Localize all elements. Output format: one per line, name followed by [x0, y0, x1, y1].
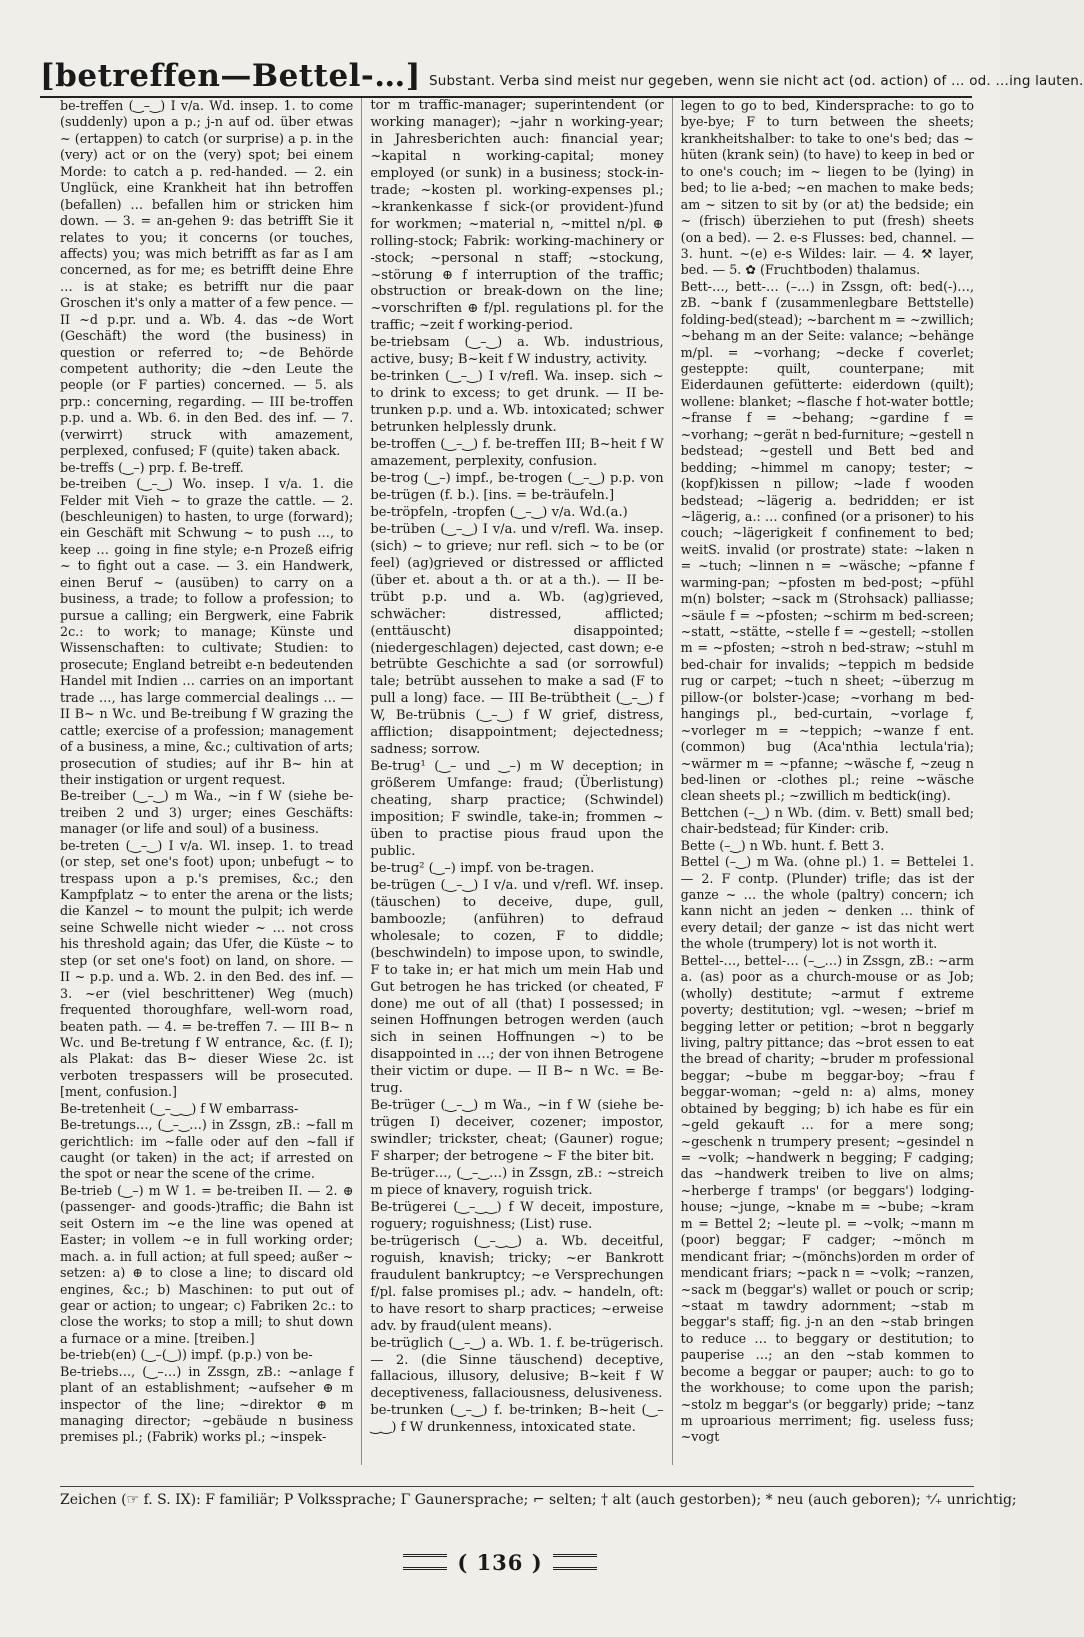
entry: be-treffen (‿–‿) I v/a. Wd. insep. 1. to come (suddenly) upon a p.; j-n auf od. über etwas ~ (ertappen) to catch (or surprise) a p. in the (very) act or on the (very) spot; bei einem Morde: to catch a p. red-handed. — 2. ein Unglück, eine Krankheit hat ihn betroffen (befallen) … befallen him or stricken him down. — 3. = an-gehen 9: das betrifft Sie it relates to you; it concerns (or touches, affects) you; was mich betrifft as far as I am concerned, as for me; es betrifft deine Ehre … is at stake; es betrifft nur die paar Groschen it's only a matter of a few pence. — II ~d p.pr. und a. Wb. 4. das ~de Wort (Geschäft) the word (the business) in question or referred to; ~de Behörde competent authority; die ~den Leute the people (or F parties) concerned. — 5. als prp.: concerning, regarding. — III be-troffen p.p. und a. Wb. 6. in den Bed. des inf. — 7. (verwirrt) struck with amazement, perplexed, confused; F (quite) taken aback. [60, 98, 354, 459]
entry: be-treten (‿–‿) I v/a. Wl. insep. 1. to tread (or step, set one's foot) upon; unbefugt ~ to trespass upon a p.'s premises, &c.; den Kampfplatz ~ to enter the arena or the lists; die Kanzel ~ to mount the pulpit; ich werde seine Schwelle nicht wieder ~ … not cross his threshold again; das Ufer, die Küste ~ to step (or set one's foot) on land, on shore. — II ~ p.p. und a. Wb. 2. in den Bed. des inf. — 3. ~er (viel beschrittener) Weg (much) frequented thoroughfare, well-worn road, beaten path. — 4. = be-treffen 7. — III B~ n Wc. und Be-tretung f W entrance, &c. (f. I); als Plakat: das B~ dieser Wiese 2c. ist verboten trespassers will be prosecuted. [ment, confusion.] [60, 837, 354, 1100]
entry: be-trüben (‿–‿) I v/a. und v/refl. Wa. insep. (sich) ~ to grieve; nur refl. sich ~ to be (or feel) (ag)grieved or distressed or afflicted (über et. about a th. or at a th.). — II be-trübt p.p. und a. Wb. (ag)grieved, schwächer: distressed, afflicted; (enttäuscht) disappointed; (niedergeschlagen) dejected, cast down; e-e betrübte Geschichte a sad (or sorrowful) tale; betrübt aussehen to make a sad (F to pull a long) face. — III Be-trübtheit (‿–‿) f W, Be-trübnis (‿–‿) f W grief, distress, affliction; disappointment; dejectedness; sadness; sorrow. [370, 521, 664, 758]
entry: Be-trüger…, (‿–‿…) in Zssgn, zB.: ~streich m piece of knavery, roguish trick. [370, 1166, 664, 1198]
entry: be-trug² (‿–) impf. von be-tragen. [370, 860, 595, 876]
entry: Be-triebs…, (‿–…) in Zssgn, zB.: ~anlage f plant of an establishment; ~aufseher ⊕ m inspector of the line; ~direktor ⊕ m managing director; ~gebäude n business premises pl.; (Fabrik) works pl.; ~inspek- [60, 1363, 354, 1445]
entry: Be-tretenheit (‿–‿‿) f W embarrass- [60, 1100, 299, 1116]
column-1 [60, 98, 353, 1465]
entry: legen to go to bed, Kindersprache: to go to bye-bye; F to turn between the sheets; krankheitshalber: to take to one's bed; das ~ hüten (krank sein) (to have) to keep in bed or to one's couch; im ~ liegen to be (lying) in bed; to lie a-bed; ~en machen to make beds; am ~ sitzen to sit by (or at) the bedside; ein ~ (frisch) überziehen to put (fresh) sheets (on a bed). — 2. e-s Flusses: bed, channel. — 3. hunt. ~(e) e-s Wildes: lair. — 4. ⚒ layer, bed. — 5. ✿ (Fruchtboden) thalamus. [680, 98, 974, 278]
entry: Bett-…, bett-… (–…) in Zssgn, oft: bed(-)…, zB. ~bank f (zusammenlegbare Bettstelle) folding-bed(stead); ~barchent m = ~zwillich; ~behang m an der Seite: valance; ~behänge m/pl. = ~vorhang; ~decke f coverlet; gesteppte: quilt, counterpane; mit Eiderdaunen gefütterte: eiderdown (quilt); wollene: blanket; ~flasche f hot-water bottle; ~franse f = ~behang; ~gardine f = ~vorhang; ~gerät n bed-furniture; ~gestell n bedstead; ~gestell und Bett bed and bedding; ~himmel m canopy; tester; ~(kopf)kissen n pillow; ~lade f wooden bedstead; ~lägerig a. bedridden; er ist ~lägerig, a.: … confined (or a prisoner) to his couch; ~lägerigkeit f confinement to bed; weitS. invalid (or prostrate) state: ~laken n = ~tuch; ~linnen n = ~wäsche; ~pfanne f warming-pan; ~pfosten m bed-post; ~pfühl m(n) bolster; ~sack m (Strohsack) palliasse; ~säule f = ~pfosten; ~schirm m bed-screen; ~statt, ~stätte, ~stelle f = ~gestell; ~stollen m = ~pfosten; ~stroh n bed-straw; ~stuhl m bed-chair for invalids; ~teppich m bedside rug or carpet; ~tuch n sheet; ~überzug m pillow-(or bolster-)case; ~vorhang m bed-hangings pl., bed-curtain, ~vorlage f, ~vorleger m = ~teppich; ~wanze f ent. (common) bug (Aca'nthia lectula'ria); ~wärmer m = ~pfanne; ~wäsche f, ~zeug n bed-linen or -clothes pl.; reine ~wäsche clean sheets pl.; ~zwillich m bedtick(ing). [680, 278, 974, 804]
entry: Be-trieb (‿–) m W 1. = be-treiben II. — 2. ⊕ (passenger- and goods-)traffic; die Bahn ist seit Ostern im ~e the line was opened at Easter; in vollem ~e in full working order; mach. a. in full action; at full speed; außer ~ setzen: a) ⊕ to close a line; to discard old engines, &c.; b) Maschinen: to put out of gear or action; to ungear; c) Fabriken 2c.: to close the works; to stop a mill; to shut down a furnace or a mine. [treiben.] [60, 1182, 354, 1346]
entry: Bettel-…, bettel-… (–‿…) in Zssgn, zB.: ~arm a. (as) poor as a church-mouse or as Job; (wholly) destitute; ~armut f extreme poverty; destitution; vgl. ~wesen; ~brief m begging letter or petition; ~brot n beggarly living, paltry pittance; das ~brot essen to eat the bread of charity; ~bruder m professional beggar; ~bube m beggar-boy; ~frau f beggar-woman; ~geld n: a) alms, money obtained by begging; b) ich habe es für ein ~geld gekauft … for a mere song; ~geschenk n trumpery present; ~gesindel n = ~volk; ~handwerk n begging; F cadging; das ~handwerk treiben to live on alms; ~herberge f tramps' (or beggars') lodging-house; ~junge, ~knabe m = ~bube; ~kram m = Bettel 2; ~leute pl. = ~volk; ~mann m (poor) beggar; F cadger; ~mönch m mendicant friar; ~(mönchs)orden m order of mendicant friars; ~pack n = ~volk; ~ranzen, ~sack m (beggar's) wallet or pouch or scrip; ~staat m tawdry adornment; ~stab m beggar's staff; fig. j-n an den ~stab bringen to reduce … to beggary or destitution; to pauperise …; an den ~stab kommen to become a beggar or pauper; auch: to go to the workhouse; to come upon the parish; ~stolz m beggar's (or beggarly) pride; ~tanz m uproarious merriment; fig. useless fuss; ~vogt [680, 952, 974, 1445]
entry: Be-tretungs…, (‿–‿…) in Zssgn, zB.: ~fall m gerichtlich: im ~falle oder auf den ~fall if caught (or taken) in the act; if arrested on the spot or near the scene of the crime. [60, 1117, 354, 1182]
entry: be-trieb(en) (‿–(‿)) impf. (p.p.) von be- [60, 1347, 313, 1363]
text-columns [60, 98, 974, 1465]
entry: Be-trügerei (‿–‿‿) f W deceit, imposture, roguery; roguishness; (List) ruse. [370, 1199, 664, 1232]
column-2 [361, 98, 663, 1465]
entry: be-trügerisch (‿–‿‿) a. Wb. deceitful, roguish, knavish; tricky; ~er Bankrott fraudulent bankruptcy; ~e Versprechungen f/pl. false promises pl.; adv. ~ handeln, oft: to have resort to sharp practices; ~erweise adv. by fraud(ulent means). [370, 1233, 664, 1334]
page-number: ( 136 ) [457, 1549, 543, 1575]
ornament-rule-left [403, 1554, 447, 1570]
ornament-rule-right [553, 1554, 597, 1570]
entry: Bettel (–‿) m Wa. (ohne pl.) 1. = Bettelei 1. — 2. F contp. (Plunder) trifle; das ist der ganze ~ … the whole (paltry) concern; ich kann nicht an jeden ~ denken … think of every detail; der ganze ~ ist das nicht wert the whole (trumpery) lot is not worth it. [680, 854, 974, 952]
header-note: Substant. Verba sind meist nur gegeben, wenn sie nicht act (od. action) of … od. …ing lauten. [428, 73, 1084, 89]
entry: be-tröpfeln, -tropfen (‿–‿) v/a. Wd.(a.) [370, 504, 628, 520]
page-footer [0, 1545, 1000, 1579]
entry: be-trüglich (‿–‿) a. Wb. 1. f. be-trügerisch. — 2. (die Sinne täuschend) deceptive, fallacious, illusory, delusive; B~keit f W deceptiveness, fallaciousness, delusiveness. [370, 1335, 664, 1402]
entry: tor m traffic-manager; superintendent (or working manager); ~jahr n working-year; in Jahresberichten auch: financial year; ~kapital n working-capital; money employed (or sunk) in a business; stock-in-trade; ~kosten pl. working-expenses pl.; ~krankenkasse f sick-(or provident-)fund for workmen; ~material n, ~mittel n/pl. ⊕ rolling-stock; Fabrik: working-machinery or -stock; ~personal n staff; ~stockung, ~störung ⊕ f interruption of the traffic; obstruction or break-down on the line; ~vorschriften ⊕ f/pl. regulations pl. for the traffic; ~zeit f working-period. [370, 98, 664, 334]
page-header [40, 40, 1084, 98]
symbol-key: Zeichen (☞ f. S. IX): F familiär; P Volkssprache; Γ Gaunersprache; ⌐ selten; † alt (auch gestorben); * neu (auch geboren); ⁺⁄₊ unrichtig; [60, 1486, 974, 1515]
entry: Be-trüger (‿–‿) m Wa., ~in f W (siehe be-trügen I) deceiver, cozener; impostor, swindler; trickster, cheat; (Gauner) rogue; F sharper; der betrogene ~ F the biter bit. [370, 1098, 664, 1165]
running-head: [betreffen—Bettel-…] [40, 58, 421, 94]
entry: Bette (–‿) n Wb. hunt. f. Bett 3. [680, 837, 885, 853]
entry: Bettchen (–‿) n Wb. (dim. v. Bett) small bed; chair-bedstead; für Kinder: crib. [680, 804, 974, 837]
entry: Be-treiber (‿–‿) m Wa., ~in f W (siehe be-treiben 2 und 3) urger; eines Geschäfts: manager (or life and soul) of a business. [60, 788, 354, 837]
entry: be-troffen (‿–‿) f. be-treffen III; B~heit f W amazement, perplexity, confusion. [370, 437, 664, 470]
entry: be-trügen (‿–‿) I v/a. und v/refl. Wf. insep. (täuschen) to deceive, dupe, gull, bamboozle; (anführen) to defraud wholesale; to cozen, F to diddle; (beschwindeln) to impose upon, to swindle, F to take in; er hat mich um mein Hab und Gut betrogen he has tricked (or cheated, F done) me out of all (that) I possessed; in seinen Hoffnungen betrogen werden (auch sich in seinen Hoffnungen ~) to be disappointed in …; der von ihnen Betrogene their victim or dupe. — II B~ n Wc. = Be-trug. [370, 877, 664, 1097]
entry: be-trog (‿–) impf., be-trogen (‿–‿) p.p. von be-trügen (f. b.). [ins. = be-träufeln.] [370, 470, 664, 503]
entry: be-trunken (‿–‿) f. be-trinken; B~heit (‿–‿‿) f W drunkenness, intoxicated state. [370, 1403, 664, 1436]
entry: be-triebsam (‿–‿) a. Wb. industrious, active, busy; B~keit f W industry, activity. [370, 335, 664, 368]
entry: be-trinken (‿–‿) I v/refl. Wa. insep. sich ~ to drink to excess; to get drunk. — II be-trunken p.p. und a. Wb. intoxicated; schwer betrunken helplessly drunk. [370, 369, 664, 436]
entry: be-treffs (‿–) prp. f. Be-treff. [60, 459, 244, 475]
entry: Be-trug¹ (‿– und ‿–) m W deception; in größerem Umfange: fraud; (Überlistung) cheating, sharp practice; (Schwindel) imposition; F swindle, take-in; frommen ~ üben to practise pious fraud upon the public. [370, 759, 664, 859]
entry: be-treiben (‿–‿) Wo. insep. I v/a. 1. die Felder mit Vieh ~ to graze the cattle. — 2. (beschleunigen) to hasten, to urge (forward); ein Geschäft mit Schwung ~ to push …, to keep … going in fine style; e-n Prozeß eifrig ~ to fight out a case. — 3. ein Handwerk, einen Beruf ~ (ausüben) to carry on a business, a trade; to follow a profession; to pursue a calling; ein Bergwerk, eine Fabrik 2c.: to work; to manage; Künste und Wissenschaften: to cultivate; Studien: to prosecute; England betreibt e-n bedeutenden Handel mit Indien … carries on an important trade …, has large commercial dealings … — II B~ n Wc. und Be-treibung f W grazing the cattle; exercise of a profession; management of a business, a mine, &c.; cultivation of arts; prosecution of studies; auf ihr B~ hin at their instigation or urgent request. [60, 476, 354, 787]
column-3 [672, 98, 974, 1465]
